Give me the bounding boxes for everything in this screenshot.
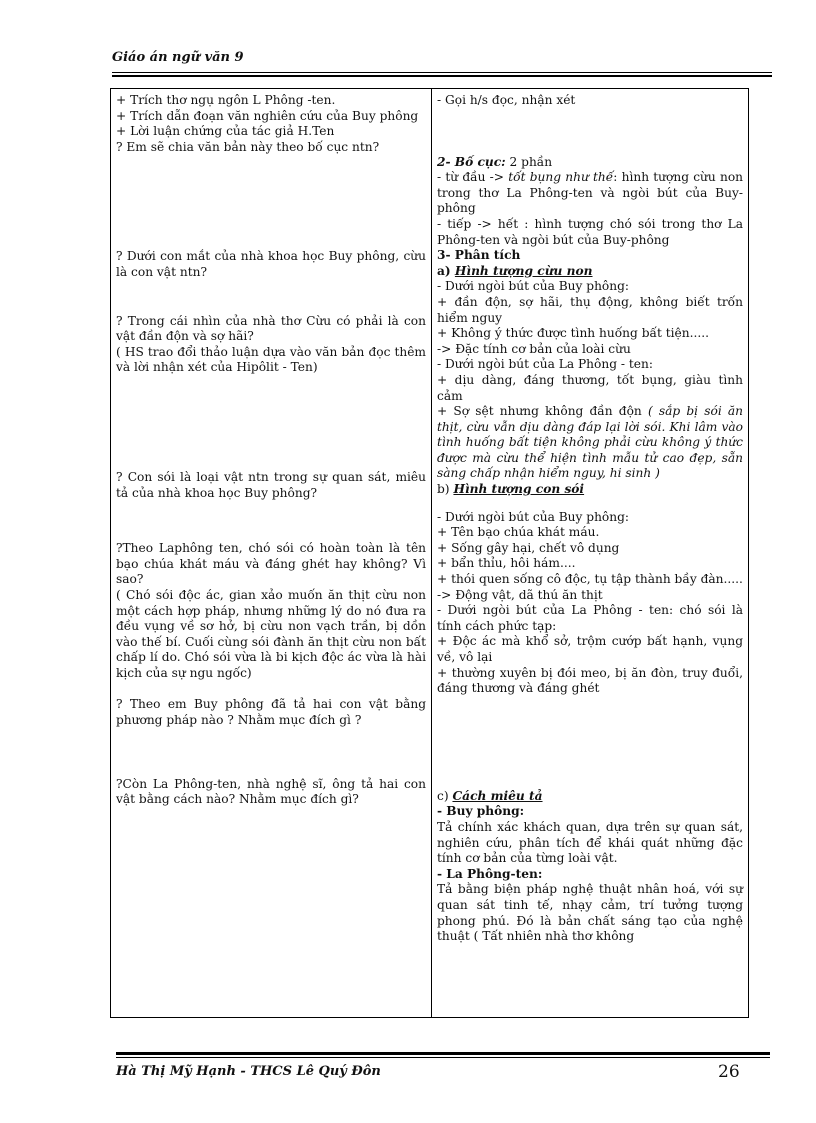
question-sheep-poet: ? Trong cái nhìn của nhà thơ Cừu có phải là con vật đần độn và sợ hãi?: [116, 313, 426, 344]
section-b-title: Hình tượng con sói: [453, 482, 585, 497]
question-method-buffon: ? Theo em Buy phông đã tả hai con vật bằng phương pháp nào ? Nhằm mục đích gì ?: [116, 697, 426, 728]
sheep-buffon-trait-1: + đần độn, sợ hãi, thụ động, không biết trốn hiểm nguy: [437, 294, 743, 325]
structure-heading: [437, 155, 743, 171]
sheep-buffon-conclusion: -> Đặc tính cơ bản của loài cừu: [437, 341, 631, 356]
right-line-1: - Gọi h/s đọc, nhận xét: [437, 93, 576, 107]
structure-label: 2- Bố cục:: [437, 154, 506, 169]
question-wolf-poet: ?Theo Laphông ten, chó sói có hoàn toàn là tên bạo chúa khát máu và đáng ghét hay không? Vì sao?: [116, 541, 426, 587]
question-structure: ? Em sẽ chia văn bản này theo bố cục ntn?: [116, 139, 380, 154]
structure-part-1: - từ đầu -> tốt bụng như thế: hình tượng cừu non trong thơ La Phông-ten và ngòi bút của Buy- phông: [437, 170, 744, 216]
right-column: [432, 89, 749, 1018]
sheep-poet-trait-1: + dịu dàng, đáng thương, tốt bụng, giàu tình cảm: [437, 372, 743, 403]
wolf-buffon-trait-3: + bẩn thỉu, hôi hám....: [437, 556, 576, 571]
structure-value: 2 phần: [505, 154, 553, 169]
wolf-buffon-intro: - Dưới ngòi bút của Buy phông:: [437, 509, 630, 524]
section-a-title: Hình tượng cừu non: [454, 263, 593, 278]
question-method-poet: ?Còn La Phông-ten, nhà nghệ sĩ, ông tả hai con vật bằng cách nào? Nhằm mục đích gì?: [116, 776, 426, 807]
sheep-poet-intro: - Dưới ngòi bút của La Phông - ten:: [437, 357, 653, 372]
method-buffon-label: - Buy phông:: [437, 804, 525, 819]
section-b-heading: b) Hình tượng con sói: [437, 482, 585, 497]
left-column: [111, 89, 432, 1018]
question-wolf-buffon: ? Con sói là loại vật ntn trong sự quan sát, miêu tả của nhà khoa học Buy phông?: [116, 469, 426, 500]
lesson-table: [110, 88, 749, 1018]
wolf-buffon-trait-2: + Sống gây hại, chết vô dụng: [437, 540, 620, 555]
left-line-2: + Trích dẫn đoạn văn nghiên cứu của Buy phông: [116, 108, 419, 123]
header-rule: [112, 72, 772, 77]
section-c-heading: c) Cách miêu tả: [437, 788, 543, 803]
footer-rule-thick: [116, 1052, 770, 1055]
method-buffon-text: Tả chính xác khách quan, dựa trên sự quan sát, nghiên cứu, phân tích để khái quát những đặc tính cơ bản của từng loài vật.: [437, 819, 743, 866]
sheep-buffon-intro: - Dưới ngòi bút của Buy phông:: [437, 279, 630, 294]
wolf-poet-trait-1: + Độc ác mà khổ sở, trộm cướp bất hạnh, vụng về, vô lại: [437, 634, 743, 664]
footer-rule-thin: [116, 1057, 770, 1058]
wolf-poet-trait-2: + thường xuyên bị đói meo, bị ăn đòn, truy đuổi, đáng thương và đáng ghét: [437, 665, 743, 696]
method-poet-label: - La Phông-ten:: [437, 866, 543, 881]
wolf-buffon-trait-1: + Tên bạo chúa khát máu.: [437, 525, 600, 540]
sheep-poet-trait-2: + Sợ sệt nhưng không đần độn ( sắp bị sói ăn thịt, cừu vẫn dịu dàng đáp lại lời sói. Khi lâm vào tình huống bất tiện không phải cừu không ý thức được mà cừu thể hiện tình mẫu tử cao đẹp, sẵn sàng chấp nhận hiểm nguy, hi sinh ): [437, 404, 743, 481]
wolf-buffon-trait-4: + thói quen sống cô độc, tụ tập thành bầy đàn.....: [437, 572, 743, 587]
page-number: 26: [718, 1062, 740, 1082]
footer-author: Hà Thị Mỹ Hạnh - THCS Lê Quý Đôn: [116, 1064, 381, 1079]
structure-part-2: - tiếp -> hết : hình tượng chó sói trong thơ La Phông-ten và ngòi bút của Buy-phông: [437, 216, 743, 247]
sheep-buffon-trait-2: + Không ý thức được tình huống bất tiện.....: [437, 326, 709, 341]
section-c-title: Cách miêu tả: [452, 788, 543, 803]
question-sheep-note: ( HS trao đổi thảo luận dựa vào văn bản đọc thêm và lời nhận xét của Hipôlit - Ten): [116, 344, 426, 375]
page-header-title: Giáo án ngữ văn 9: [112, 50, 244, 65]
wolf-buffon-conclusion: -> Động vật, dã thú ăn thịt: [437, 587, 603, 602]
question-wolf-note: ( Chó sói độc ác, gian xảo muốn ăn thịt cừu non một cách hợp pháp, nhưng những lý do nó đưa ra đều vụng về sơ hở, bị cừu non vạch trần, bị dồn vào thế bí. Cuối cùng sói đành ăn thịt cừu non bất chấp lí do. Chó sói vừa là bi kịch độc ác vừa là hài kịch của sự ngu ngốc): [116, 587, 426, 680]
left-line-1: + Trích thơ ngụ ngôn L Phông -ten.: [116, 93, 336, 107]
wolf-poet-intro: - Dưới ngòi bút của La Phông - ten: chó sói là tính cách phức tạp:: [437, 603, 743, 633]
method-poet-text: Tả bằng biện pháp nghệ thuật nhân hoá, với sự quan sát tinh tế, nhạy cảm, trí tưởng tượng phong phú. Đó là bản chất sáng tạo của nghệ thuật ( Tất nhiên nhà thơ không: [437, 882, 743, 944]
section-a-heading: a) Hình tượng cừu non: [437, 263, 593, 278]
left-line-3: + Lời luận chứng của tác giả H.Ten: [116, 124, 335, 139]
question-sheep-buffon: ? Dưới con mắt của nhà khoa học Buy phông, cừu là con vật ntn?: [116, 249, 426, 279]
analysis-heading: 3- Phân tích: [437, 248, 521, 263]
